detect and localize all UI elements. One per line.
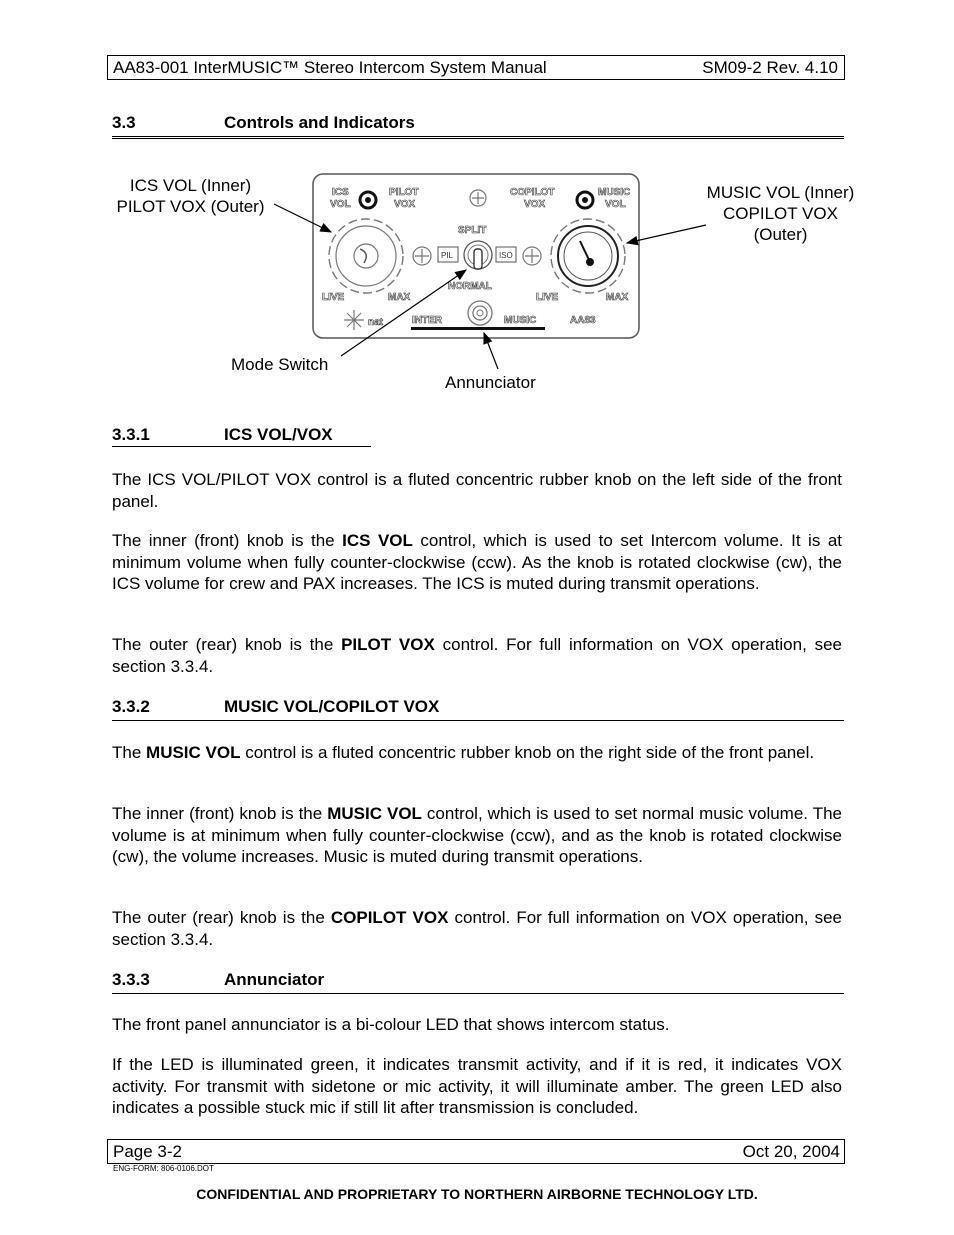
paragraph-annunciator-2: If the LED is illuminated green, it indicates transmit activity, and if it is red, it indicates VOX activity. For transmit with sidetone or mic activity, it will illuminate amber. The green LED also indicates a possible stuck mic if still lit after transmission is concluded. bbox=[112, 1055, 842, 1117]
paragraph-music-3 bbox=[112, 907, 842, 950]
form-id: ENG-FORM: 806-0106.DOT bbox=[113, 1164, 214, 1173]
page-footer bbox=[107, 1139, 845, 1164]
text-bold: PILOT VOX bbox=[341, 635, 435, 654]
paragraph-ics-3 bbox=[112, 634, 842, 677]
panel-vox-label-right: VOX bbox=[524, 199, 546, 210]
manual-title: AA83-001 InterMUSIC™ Stereo Intercom System Manual bbox=[113, 58, 547, 77]
section-number: 3.3.1 bbox=[112, 425, 150, 444]
text-bold: ICS VOL bbox=[342, 531, 413, 550]
text-bold: COPILOT VOX bbox=[330, 908, 449, 927]
panel-vox-label: VOX bbox=[394, 199, 416, 210]
text-run: control. For full information on VOX operation, see section 3.3.4. bbox=[112, 908, 842, 949]
section-3-3-2-heading bbox=[112, 697, 844, 721]
text-bold: MUSIC VOL bbox=[327, 804, 422, 823]
paragraph-annunciator-1: The front panel annunciator is a bi-colour LED that shows intercom status. bbox=[112, 1015, 670, 1034]
doc-revision: SM09-2 Rev. 4.10 bbox=[702, 58, 838, 77]
callout-leader-lines bbox=[0, 0, 954, 420]
paragraph-music-1 bbox=[112, 742, 842, 764]
section-number: 3.3 bbox=[112, 113, 136, 132]
section-number: 3.3.3 bbox=[112, 970, 150, 989]
section-title: Controls and Indicators bbox=[224, 113, 415, 132]
section-title: Annunciator bbox=[224, 970, 325, 989]
text-run: control, which is used to set normal music volume. The volume is at minimum when fully counter-clockwise (ccw), and as the knob is rotated clockwise (cw), the volume increases. Music is muted during transmit operations. bbox=[112, 804, 843, 866]
panel-model-label: AA83 bbox=[570, 315, 596, 326]
paragraph-music-2 bbox=[112, 803, 842, 868]
panel-live-right: LIVE bbox=[536, 292, 559, 303]
text-bold: MUSIC VOL bbox=[146, 743, 241, 762]
panel-vol-label-right: VOL bbox=[605, 199, 626, 210]
callout-line: PILOT VOX (Outer) bbox=[116, 197, 265, 216]
paragraph-ics-1: The ICS VOL/PILOT VOX control is a fluted concentric rubber knob on the left side of the front panel. bbox=[112, 470, 842, 511]
callout-line: (Outer) bbox=[753, 225, 808, 244]
callout-line: COPILOT VOX bbox=[723, 204, 838, 223]
panel-normal-label: NORMAL bbox=[448, 281, 492, 292]
page-number: Page 3-2 bbox=[113, 1142, 182, 1161]
callout-line: MUSIC VOL (Inner) bbox=[706, 183, 855, 202]
panel-iso-label: ISO bbox=[499, 251, 513, 260]
panel-live-left: LIVE bbox=[322, 292, 345, 303]
section-3-3-1-heading bbox=[112, 425, 371, 447]
text-run: control is a fluted concentric rubber knob on the right side of the front panel. bbox=[240, 743, 815, 762]
panel-music-annunciator-label: MUSIC bbox=[504, 315, 537, 326]
panel-logo-text: nat bbox=[368, 317, 383, 328]
panel-inter-label: INTER bbox=[412, 315, 442, 326]
section-3-3-3-heading bbox=[112, 970, 844, 994]
paragraph-ics-2 bbox=[112, 530, 842, 595]
text-run: The outer (rear) knob is the bbox=[112, 908, 331, 927]
panel-ics-label: ICS bbox=[332, 187, 349, 198]
callout-mode-switch: Mode Switch bbox=[231, 355, 329, 374]
section-number: 3.3.2 bbox=[112, 697, 150, 716]
panel-pil-label: PIL bbox=[441, 251, 454, 260]
section-title: ICS VOL/VOX bbox=[224, 425, 333, 444]
panel-pilot-label: PILOT bbox=[389, 187, 419, 198]
text-run: control. For full information on VOX operation, see section 3.3.4. bbox=[112, 635, 842, 676]
text-run: The bbox=[112, 743, 147, 762]
panel-max-right: MAX bbox=[606, 292, 629, 303]
text-run: control, which is used to set Intercom volume. It is at minimum volume when fully counter-clockwise (ccw). As the knob is rotated clockwise (cw), the ICS volume for crew and PAX increases. The ICS is muted during transmit operations. bbox=[112, 531, 843, 593]
confidential-notice: CONFIDENTIAL AND PROPRIETARY TO NORTHERN AIRBORNE TECHNOLOGY LTD. bbox=[196, 1186, 758, 1202]
panel-copilot-label: COPILOT bbox=[510, 187, 555, 198]
panel-music-label: MUSIC bbox=[598, 187, 631, 198]
section-title: MUSIC VOL/COPILOT VOX bbox=[224, 697, 440, 716]
text-run: The outer (rear) knob is the bbox=[112, 635, 342, 654]
panel-vol-label: VOL bbox=[330, 199, 351, 210]
text-run: The inner (front) knob is the bbox=[112, 804, 328, 823]
text-run: The inner (front) knob is the bbox=[112, 531, 343, 550]
page-date: Oct 20, 2004 bbox=[742, 1142, 840, 1161]
panel-max-left: MAX bbox=[388, 292, 411, 303]
callout-line: ICS VOL (Inner) bbox=[129, 176, 252, 195]
panel-split-label: SPLIT bbox=[458, 225, 487, 236]
callout-annunciator: Annunciator bbox=[445, 373, 536, 392]
